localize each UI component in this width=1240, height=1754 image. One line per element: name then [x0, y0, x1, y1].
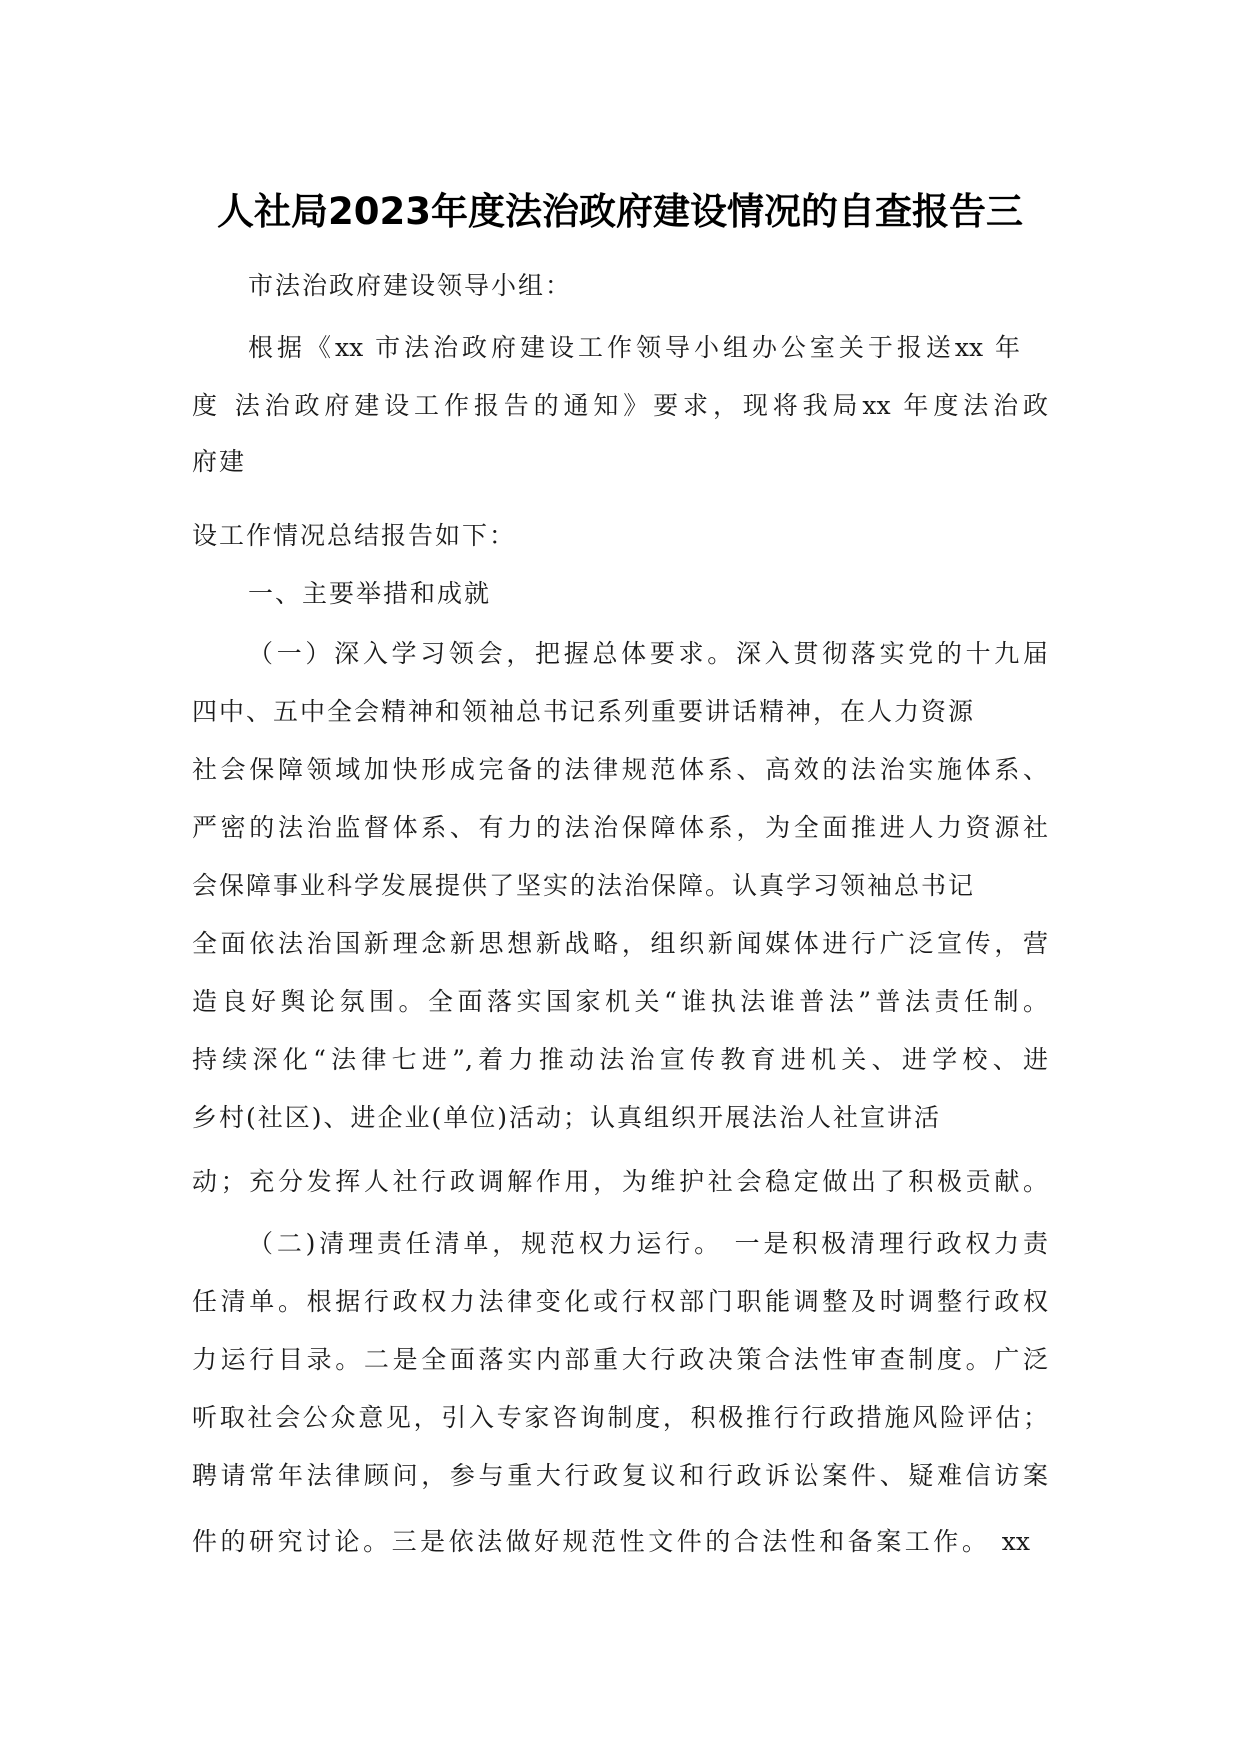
salutation: 市法治政府建设领导小组：	[248, 271, 573, 300]
body-line: 聘请常年法律顾问，参与重大行政复议和行政诉讼案件、疑难信访案	[192, 1461, 1048, 1490]
body-line: 度 法治政府建设工作报告的通知》要求，现将我局xx 年度法治政	[192, 391, 1048, 420]
body-line: 持续深化“法律七进”,着力推动法治宣传教育进机关、进学校、进	[192, 1045, 1048, 1074]
body-line: 府建	[192, 447, 247, 476]
body-line: 社会保障领域加快形成完备的法律规范体系、高效的法治实施体系、	[192, 755, 1048, 784]
body-line: 根据《xx 市法治政府建设工作领导小组办公室关于报送xx 年	[248, 333, 1020, 362]
body-line: 任清单。根据行政权力法律变化或行权部门职能调整及时调整行政权	[192, 1287, 1048, 1316]
body-line: 会保障事业科学发展提供了坚实的法治保障。认真学习领袖总书记	[192, 871, 976, 900]
body-line: 全面依法治国新理念新思想新战略，组织新闻媒体进行广泛宣传，营	[192, 929, 1048, 958]
document-title: 人社局2023年度法治政府建设情况的自查报告三	[217, 190, 1023, 233]
body-line: 听取社会公众意见，引入专家咨询制度，积极推行行政措施风险评估；	[192, 1403, 1048, 1432]
body-line: 力运行目录。二是全面落实内部重大行政决策合法性审查制度。广泛	[192, 1345, 1048, 1374]
body-line: （一）深入学习领会，把握总体要求。深入贯彻落实党的十九届	[248, 639, 1048, 668]
body-line: 设工作情况总结报告如下：	[192, 521, 517, 550]
body-line: （二)清理责任清单，规范权力运行。 一是积极清理行政权力责	[248, 1229, 1048, 1258]
body-line: 造良好舆论氛围。全面落实国家机关“谁执法谁普法”普法责任制。	[192, 987, 1048, 1016]
body-line: 乡村(社区)、进企业(单位)活动；认真组织开展法治人社宣讲活	[192, 1103, 942, 1132]
body-line: 严密的法治监督体系、有力的法治保障体系，为全面推进人力资源社	[192, 813, 1048, 842]
body-line: 件的研究讨论。三是依法做好规范性文件的合法性和备案工作。 xx	[192, 1527, 1030, 1556]
body-line: 动；充分发挥人社行政调解作用，为维护社会稳定做出了积极贡献。	[192, 1167, 1048, 1196]
body-line: 四中、五中全会精神和领袖总书记系列重要讲话精神，在人力资源	[192, 697, 976, 726]
section-heading: 一、主要举措和成就	[248, 579, 492, 608]
